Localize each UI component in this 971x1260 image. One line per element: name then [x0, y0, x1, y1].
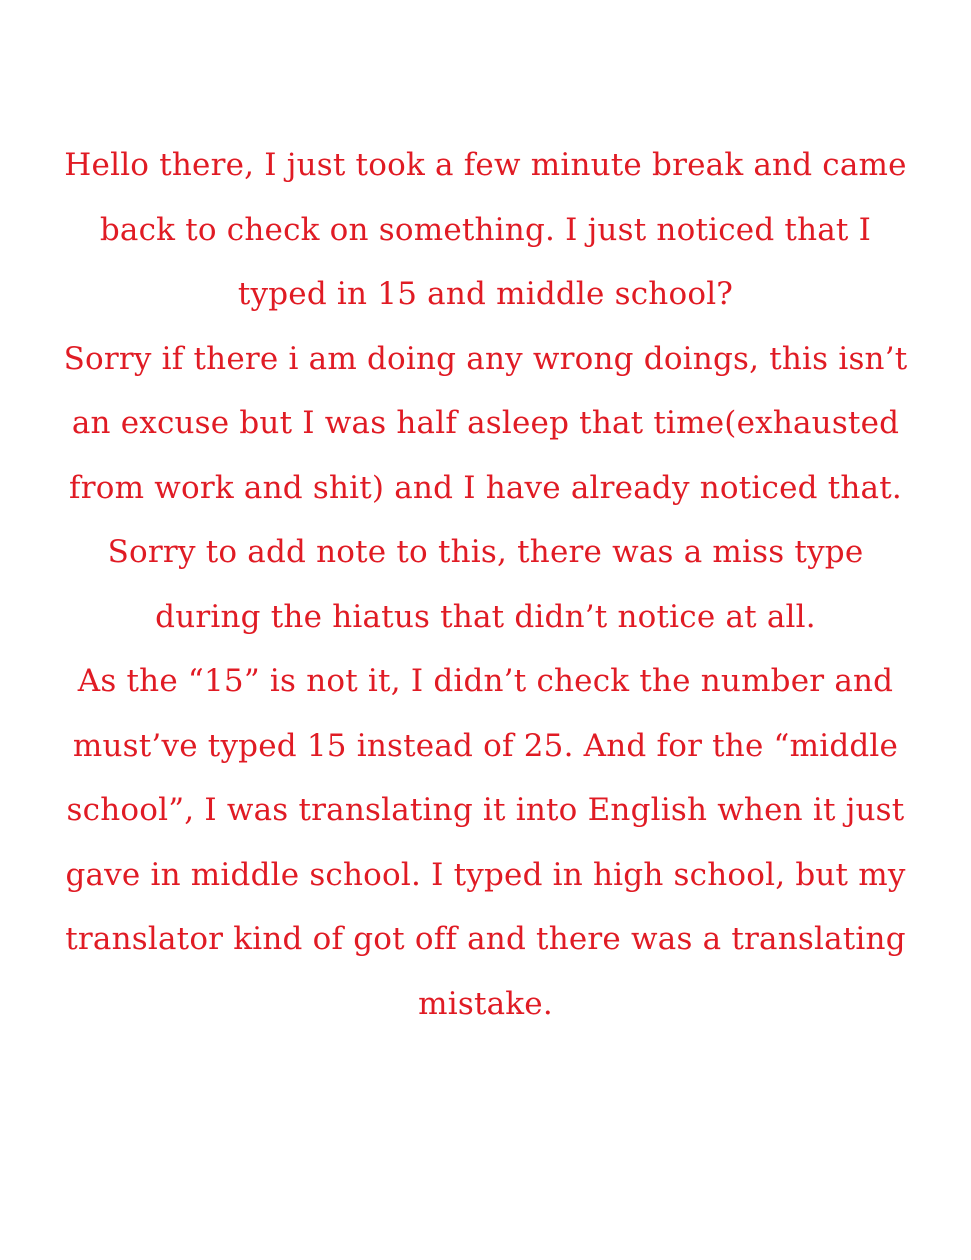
message-line: an excuse but I was half asleep that time(exhausted [71, 405, 900, 441]
message-line: translator kind of got off and there was a translating [65, 921, 906, 957]
message-line: gave in middle school. I typed in high school, but my [65, 856, 906, 893]
message-line: Hello there, I just took a few minute break and came [64, 147, 907, 183]
message-line: during the hiatus that didn’t notice at all. [155, 598, 816, 635]
message-line: from work and shit) and I have already noticed that. [69, 469, 902, 506]
message-line: mistake. [418, 985, 553, 1022]
message-line: As the “15” is not it, I didn’t check the number and [77, 663, 894, 699]
message-line: must’ve typed 15 instead of 25. And for the “middle [72, 727, 899, 764]
message-line: back to check on something. I just noticed that I [99, 211, 872, 248]
message-line: school”, I was translating it into English when it just [66, 792, 905, 828]
message-line: Sorry to add note to this, there was a miss type [107, 534, 864, 570]
message-line: typed in 15 and middle school? [237, 276, 734, 312]
message-text [51, 0, 921, 1036]
message-line: Sorry if there i am doing any wrong doings, this isn’t [63, 340, 908, 377]
